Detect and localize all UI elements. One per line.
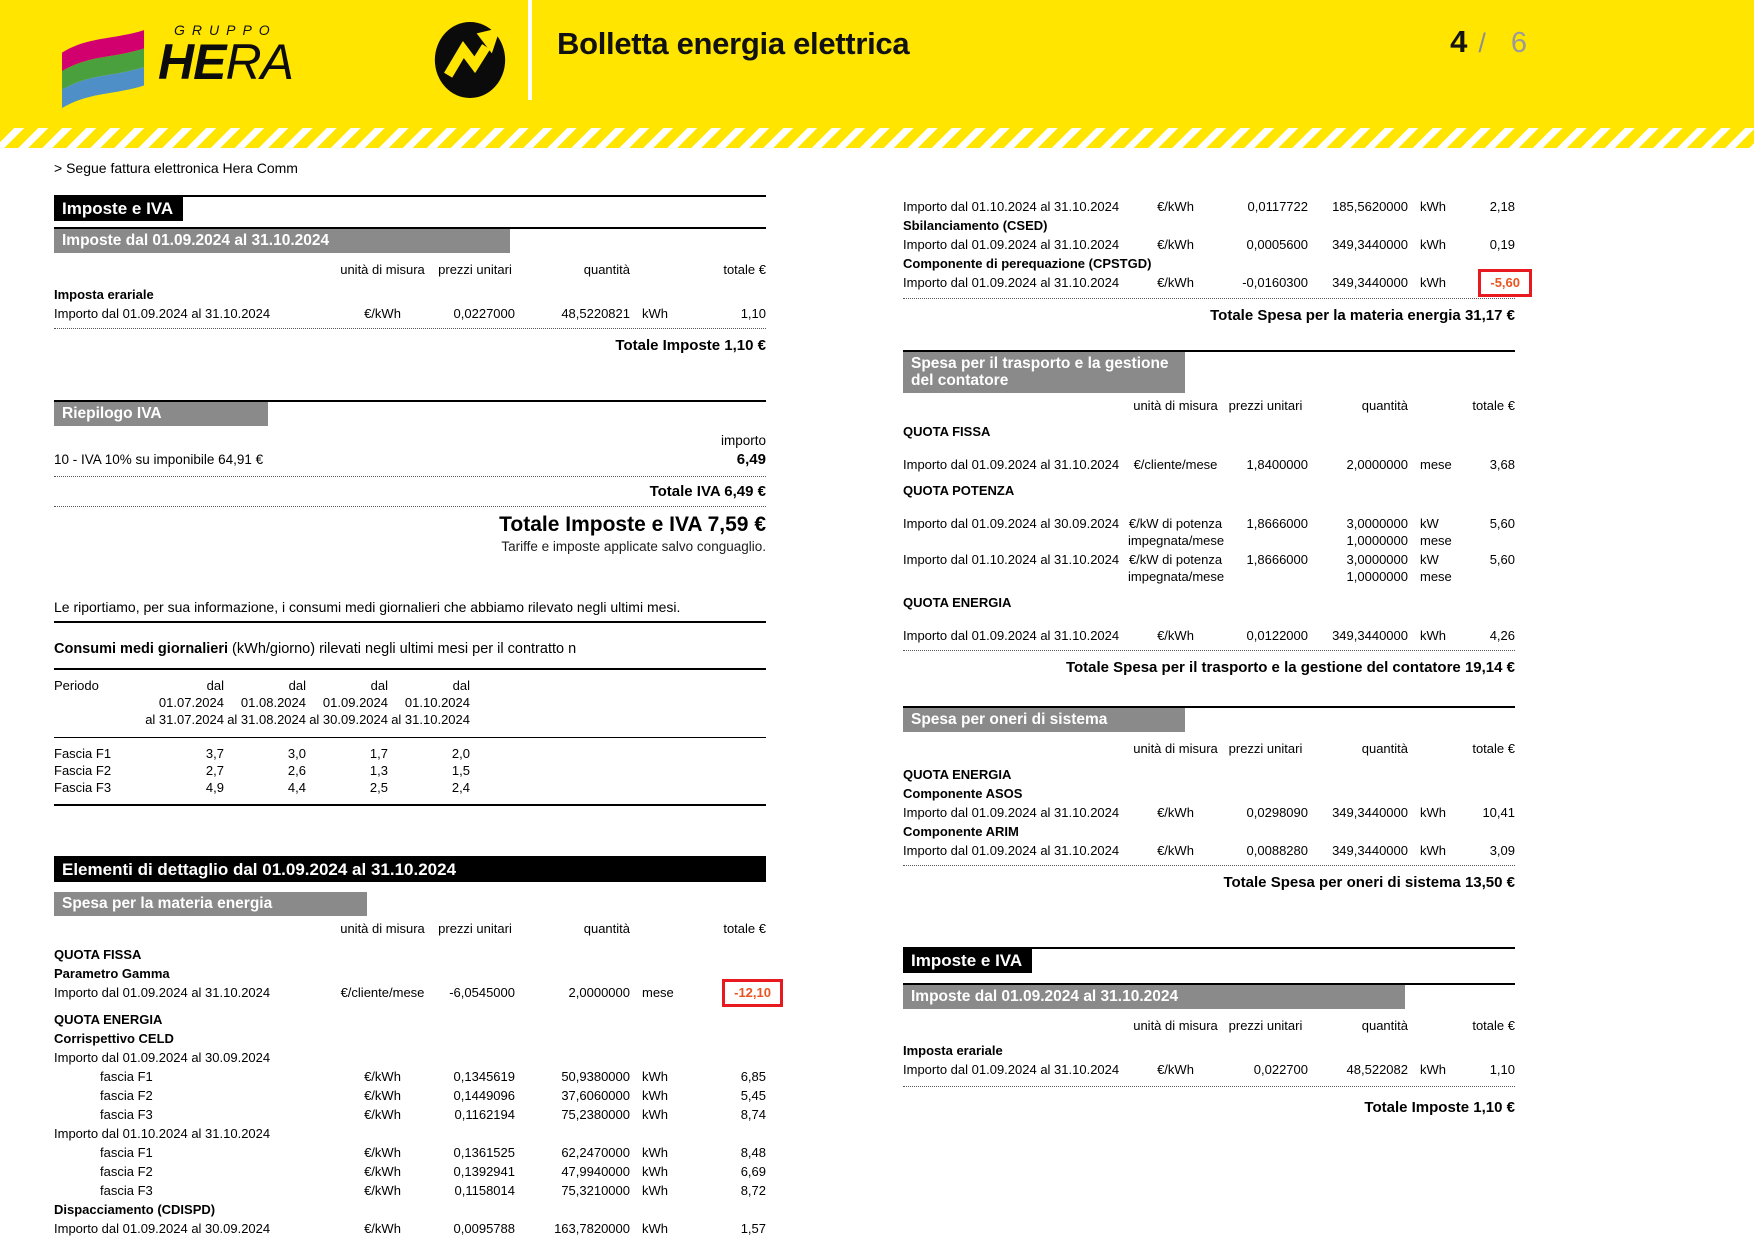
row-uom: kWh xyxy=(642,1088,668,1103)
row-label: Importo dal 01.09.2024 al 31.10.2024 xyxy=(54,985,271,1000)
table-row xyxy=(54,946,766,963)
row-label: Importo dal 01.09.2024 al 31.10.2024 xyxy=(903,237,1120,252)
row-total: 1,10 xyxy=(1489,1062,1515,1077)
total-imposte: Totale Imposte 1,10 € xyxy=(615,337,766,354)
table-row xyxy=(54,305,766,322)
row-unit: €/kWh xyxy=(1157,628,1194,643)
page-total: 6 xyxy=(1510,27,1527,59)
period-label: Periodo xyxy=(54,678,99,693)
table-row xyxy=(903,515,1515,549)
row-unit: €/kWh xyxy=(1157,843,1194,858)
col-header-qty: quantità xyxy=(583,921,630,936)
table-row xyxy=(903,423,1515,440)
iva-summary-row xyxy=(54,432,766,468)
row-unit: €/kWh xyxy=(364,1183,401,1198)
consumi-row xyxy=(54,745,766,762)
row-total xyxy=(680,984,771,1002)
row-total: 1,10 xyxy=(740,306,766,321)
imposte-table xyxy=(54,286,766,322)
row-price: 0,1158014 xyxy=(454,1183,515,1198)
table-row xyxy=(54,1163,766,1180)
row-uom: kWh xyxy=(642,1107,668,1122)
col-header-price: prezzi unitari xyxy=(438,921,512,936)
consumption-value: 1,5 xyxy=(451,763,470,778)
row-label: Importo dal 01.09.2024 al 31.10.2024 xyxy=(54,306,271,321)
row-unit: €/kWh xyxy=(364,1145,401,1160)
row-label: Importo dal 01.09.2024 al 31.10.2024 xyxy=(903,843,1120,858)
oneri-table xyxy=(903,766,1515,859)
row-label: Importo dal 01.10.2024 al 31.10.2024 xyxy=(903,552,1120,567)
row-price: 0,0298090 xyxy=(1246,805,1308,820)
total-trasporto: Totale Spesa per il trasporto e la gestione del contatore 19,14 € xyxy=(1065,659,1515,676)
total-imposte-right: Totale Imposte 1,10 € xyxy=(1364,1099,1515,1116)
hera-wordmark xyxy=(152,14,293,90)
row-label: Importo dal 01.09.2024 al 31.10.2024 xyxy=(903,275,1120,290)
dotted-divider xyxy=(54,328,766,329)
subsection-imposte-period xyxy=(54,227,766,253)
row-label: Importo dal 01.09.2024 al 31.10.2024 xyxy=(903,628,1120,643)
row-total: 8,48 xyxy=(740,1145,766,1160)
importo-value: 6,49 xyxy=(736,451,766,468)
consumi-body xyxy=(54,738,766,806)
col-header-qty: quantità xyxy=(1361,398,1408,413)
row-price: 0,1392941 xyxy=(453,1164,515,1179)
table-row xyxy=(54,1087,766,1104)
column-headers xyxy=(903,1017,1515,1034)
row-label: Importo dal 01.09.2024 al 31.10.2024 xyxy=(903,457,1120,472)
row-label: Corrispettivo CELD xyxy=(54,1031,174,1046)
row-quantity: 47,9940000 xyxy=(561,1164,630,1179)
row-label: Componente di perequazione (CPSTGD) xyxy=(903,256,1152,271)
col-header-unit: unità di misura xyxy=(340,921,425,936)
row-label: fascia F1 xyxy=(100,1069,153,1084)
iva-detail: 10 - IVA 10% su imponibile 64,91 € xyxy=(54,452,264,467)
col-header-total: totale € xyxy=(1472,741,1515,756)
row-price: 0,0005600 xyxy=(1246,237,1308,252)
row-price: 1,8666000 xyxy=(1246,552,1308,567)
consumption-value: 1,3 xyxy=(369,763,388,778)
row-price: 0,0088280 xyxy=(1246,843,1308,858)
alert-value-box: -5,60 xyxy=(1478,269,1532,297)
materia-continuation-table xyxy=(903,198,1520,292)
total-imposte-e-iva: Totale Imposte e IVA 7,59 € xyxy=(499,513,766,536)
row-label: QUOTA ENERGIA xyxy=(903,595,1012,610)
section-trasporto xyxy=(903,350,1515,393)
period-header: dal 01.07.2024 al 31.07.2024 xyxy=(145,678,224,727)
subsection-imposte-period-right xyxy=(903,983,1515,1009)
header-divider xyxy=(528,0,532,100)
table-row xyxy=(903,823,1515,840)
consumi-table xyxy=(54,668,766,806)
spacer xyxy=(470,762,766,779)
dotted-divider xyxy=(903,1086,1515,1087)
row-label: Imposta erariale xyxy=(903,1043,1003,1058)
table-row xyxy=(903,456,1515,473)
consumption-value: 2,4 xyxy=(451,780,470,795)
table-row xyxy=(54,286,766,303)
row-unit: €/kWh xyxy=(1157,805,1194,820)
row-label: Sbilanciamento (CSED) xyxy=(903,218,1048,233)
row-quantity: 75,3210000 xyxy=(561,1183,630,1198)
row-price: -6,0545000 xyxy=(449,985,515,1000)
consumi-header-row xyxy=(54,670,766,738)
row-unit: €/kWh xyxy=(364,1221,401,1236)
dotted-divider xyxy=(54,506,766,507)
column-headers xyxy=(903,740,1515,757)
row-label: QUOTA FISSA xyxy=(54,947,142,962)
row-price: 0,1345619 xyxy=(453,1069,515,1084)
row-unit: €/cliente/mese xyxy=(340,985,425,1000)
row-label: Imposta erariale xyxy=(54,287,154,302)
hera-brand-text: HERA xyxy=(158,34,293,90)
table-row xyxy=(903,198,1515,215)
row-quantity: 163,7820000 xyxy=(554,1221,630,1236)
row-label: fascia F2 xyxy=(100,1164,153,1179)
row-label: Dispacciamento (CDISPD) xyxy=(54,1202,216,1217)
row-quantity: 3,0000000 1,0000000 xyxy=(1346,516,1408,548)
row-quantity: 50,9380000 xyxy=(561,1069,630,1084)
table-row xyxy=(54,1201,766,1218)
table-row xyxy=(903,1061,1515,1078)
table-row xyxy=(903,766,1515,783)
row-label: Importo dal 01.09.2024 al 31.10.2024 xyxy=(903,805,1120,820)
section-title: Elementi di dettaglio dal 01.09.2024 al 31.10.2024 xyxy=(54,858,766,882)
row-uom: kWh xyxy=(1420,199,1446,214)
table-row xyxy=(54,965,766,982)
row-label: QUOTA FISSA xyxy=(903,424,991,439)
row-uom: kW mese xyxy=(1420,516,1452,548)
col-header-total: totale € xyxy=(1472,1018,1515,1033)
row-unit: €/kWh xyxy=(364,1088,401,1103)
consumption-value: 2,6 xyxy=(287,763,306,778)
row-label: fascia F2 xyxy=(100,1088,153,1103)
row-label: Componente ASOS xyxy=(903,786,1023,801)
row-label: Importo dal 01.10.2024 al 31.10.2024 xyxy=(903,199,1120,214)
row-price: 0,1162194 xyxy=(454,1107,515,1122)
row-label: Importo dal 01.09.2024 al 31.10.2024 xyxy=(903,1062,1120,1077)
row-unit: €/kWh xyxy=(1157,237,1194,252)
consumi-row xyxy=(54,779,766,796)
row-quantity: 349,3440000 xyxy=(1332,843,1408,858)
row-price: 0,0117722 xyxy=(1247,199,1308,214)
continuation-note: > Segue fattura elettronica Hera Comm xyxy=(54,160,298,176)
row-unit: €/cliente/mese xyxy=(1133,457,1218,472)
consumption-value: 2,5 xyxy=(369,780,388,795)
row-total: 6,69 xyxy=(740,1164,766,1179)
spacer xyxy=(470,779,766,796)
table-row xyxy=(54,1144,766,1161)
row-unit: €/kW di potenza impegnata/mese xyxy=(1128,552,1225,584)
fascia-label: Fascia F2 xyxy=(54,763,112,778)
table-row xyxy=(903,274,1520,292)
consumption-value: 3,7 xyxy=(205,746,224,761)
row-label: Importo dal 01.09.2024 al 30.09.2024 xyxy=(903,516,1120,531)
table-row xyxy=(903,255,1515,272)
dotted-divider xyxy=(903,865,1515,866)
section-title: Spesa per la materia energia xyxy=(54,892,367,916)
col-header-total: totale € xyxy=(723,262,766,277)
gruppo-label: GRUPPO xyxy=(174,22,277,38)
row-total: 0,19 xyxy=(1489,237,1515,252)
total-iva: Totale IVA 6,49 € xyxy=(649,483,766,500)
col-header-total: totale € xyxy=(1472,398,1515,413)
imposte-right-table xyxy=(903,1042,1515,1078)
row-quantity: 2,0000000 xyxy=(568,985,630,1000)
table-row xyxy=(54,1182,766,1199)
row-uom: kW mese xyxy=(1420,552,1452,584)
spacer xyxy=(470,745,766,762)
table-row xyxy=(54,1106,766,1123)
row-label: QUOTA ENERGIA xyxy=(903,767,1012,782)
row-unit: €/kWh xyxy=(1157,199,1194,214)
dotted-divider xyxy=(903,298,1515,299)
row-unit: €/kWh xyxy=(364,1107,401,1122)
row-price: 0,1449096 xyxy=(453,1088,515,1103)
total-oneri: Totale Spesa per oneri di sistema 13,50 € xyxy=(1223,874,1515,891)
row-total: 8,72 xyxy=(740,1183,766,1198)
row-uom: mese xyxy=(642,985,674,1000)
table-row xyxy=(903,842,1515,859)
row-label: fascia F3 xyxy=(100,1107,153,1122)
table-row xyxy=(903,236,1515,253)
row-total: 6,85 xyxy=(740,1069,766,1084)
row-label: fascia F1 xyxy=(100,1145,153,1160)
table-row xyxy=(54,1220,766,1237)
row-quantity: 48,5220821 xyxy=(561,306,630,321)
table-row xyxy=(903,217,1515,234)
period-header: dal 01.09.2024 al 30.09.2024 xyxy=(309,678,388,727)
col-header-unit: unità di misura xyxy=(340,262,425,277)
row-price: 0,0122000 xyxy=(1246,628,1308,643)
trending-arrow-icon xyxy=(432,20,508,100)
section-title: Imposte e IVA xyxy=(903,949,1032,973)
table-row xyxy=(903,785,1515,802)
fascia-label: Fascia F1 xyxy=(54,746,112,761)
table-row xyxy=(903,482,1515,499)
page-title: Bolletta energia elettrica xyxy=(557,26,910,61)
table-row xyxy=(54,1125,766,1142)
column-headers xyxy=(54,261,766,278)
table-row xyxy=(903,804,1515,821)
left-column xyxy=(54,150,771,1237)
row-price: 0,0227000 xyxy=(453,306,515,321)
row-unit: €/kW di potenza impegnata/mese xyxy=(1128,516,1225,548)
period-header: dal 01.10.2024 al 31.10.2024 xyxy=(391,678,470,727)
row-uom: kWh xyxy=(1420,1062,1446,1077)
row-price: 1,8666000 xyxy=(1246,516,1308,531)
table-row xyxy=(903,594,1515,611)
row-label: fascia F3 xyxy=(100,1183,153,1198)
subsection-title: Imposte dal 01.09.2024 al 31.10.2024 xyxy=(903,985,1405,1009)
section-title: Imposte e IVA xyxy=(54,197,183,221)
section-riepilogo-iva xyxy=(54,400,766,426)
row-unit: €/kWh xyxy=(364,306,401,321)
col-header-qty: quantità xyxy=(1361,1018,1408,1033)
table-row xyxy=(54,1011,766,1028)
col-header-unit: unità di misura xyxy=(1133,741,1218,756)
column-headers xyxy=(903,397,1515,414)
row-uom: kWh xyxy=(1420,843,1446,858)
row-price: -0,0160300 xyxy=(1242,275,1308,290)
row-uom: kWh xyxy=(1420,237,1446,252)
row-label: Componente ARIM xyxy=(903,824,1019,839)
section-title: Spesa per oneri di sistema xyxy=(903,708,1185,732)
col-header-unit: unità di misura xyxy=(1133,398,1218,413)
row-total xyxy=(1456,274,1520,292)
row-unit: €/kWh xyxy=(364,1069,401,1084)
row-quantity: 349,3440000 xyxy=(1332,275,1408,290)
dotted-divider xyxy=(903,650,1515,651)
page-separator: / xyxy=(1478,28,1486,58)
hera-flag-icon xyxy=(54,26,150,108)
consumi-title: Consumi medi giornalieri (kWh/giorno) rilevati negli ultimi mesi per il contratto n xyxy=(54,641,577,657)
row-total: 3,68 xyxy=(1489,457,1515,472)
col-header-qty: quantità xyxy=(1361,741,1408,756)
consumption-value: 2,7 xyxy=(205,763,224,778)
col-header-price: prezzi unitari xyxy=(1228,1018,1303,1033)
row-quantity: 349,3440000 xyxy=(1332,237,1408,252)
row-total: 5,60 xyxy=(1489,552,1515,567)
row-uom: kWh xyxy=(1420,805,1446,820)
section-elementi-dettaglio xyxy=(54,856,766,882)
stripe-band xyxy=(0,128,1754,148)
row-total: 2,18 xyxy=(1489,199,1515,214)
subsection-title: Imposte dal 01.09.2024 al 31.10.2024 xyxy=(54,229,510,253)
row-uom: kWh xyxy=(642,1145,668,1160)
row-label: Importo dal 01.10.2024 al 31.10.2024 xyxy=(54,1126,271,1141)
col-header-price: prezzi unitari xyxy=(1228,741,1303,756)
consumi-intro: Le riportiamo, per sua informazione, i consumi medi giornalieri che abbiamo rilevato negli ultimi mesi. xyxy=(54,599,766,623)
row-total: 5,60 xyxy=(1489,516,1515,531)
column-headers xyxy=(54,920,766,937)
col-header-price: prezzi unitari xyxy=(1228,398,1303,413)
trasporto-table xyxy=(903,423,1515,644)
row-price: 0,1361525 xyxy=(453,1145,515,1160)
dotted-divider xyxy=(54,476,766,477)
row-total: 8,74 xyxy=(740,1107,766,1122)
row-quantity: 3,0000000 1,0000000 xyxy=(1346,552,1408,584)
page-current: 4 xyxy=(1450,24,1468,59)
total-materia-energia: Totale Spesa per la materia energia 31,17 € xyxy=(1210,307,1515,324)
row-uom: kWh xyxy=(642,1164,668,1179)
row-unit: €/kWh xyxy=(364,1164,401,1179)
row-quantity: 185,5620000 xyxy=(1332,199,1408,214)
row-price: 0,022700 xyxy=(1253,1062,1308,1077)
fascia-label: Fascia F3 xyxy=(54,780,112,795)
row-total: 5,45 xyxy=(740,1088,766,1103)
alert-value-box: -12,10 xyxy=(722,979,783,1007)
row-uom: kWh xyxy=(642,1183,668,1198)
row-uom: kWh xyxy=(1420,275,1446,290)
materia-energia-table xyxy=(54,946,771,1237)
row-uom: kWh xyxy=(642,1221,668,1236)
col-header-unit: unità di misura xyxy=(1133,1018,1218,1033)
row-label: QUOTA POTENZA xyxy=(903,483,1015,498)
spacer xyxy=(470,677,766,728)
row-quantity: 349,3440000 xyxy=(1332,805,1408,820)
row-uom: kWh xyxy=(642,1069,668,1084)
table-row xyxy=(903,1042,1515,1059)
section-title: Spesa per il trasporto e la gestione del contatore xyxy=(903,352,1185,393)
hera-logo xyxy=(54,14,293,108)
page-header xyxy=(0,0,1754,148)
section-imposte-iva-right xyxy=(903,947,1515,973)
row-total: 3,09 xyxy=(1489,843,1515,858)
row-label: Importo dal 01.09.2024 al 30.09.2024 xyxy=(54,1050,271,1065)
col-header-qty: quantità xyxy=(583,262,630,277)
consumption-value: 1,7 xyxy=(369,746,388,761)
section-title: Riepilogo IVA xyxy=(54,402,268,426)
row-quantity: 37,6060000 xyxy=(561,1088,630,1103)
row-quantity: 349,3440000 xyxy=(1332,628,1408,643)
col-header-price: prezzi unitari xyxy=(438,262,512,277)
table-row xyxy=(903,627,1515,644)
section-oneri xyxy=(903,706,1515,732)
row-uom: kWh xyxy=(1420,628,1446,643)
iva-importo xyxy=(721,432,766,468)
period-header: dal 01.08.2024 al 31.08.2024 xyxy=(227,678,306,727)
consumption-value: 4,4 xyxy=(287,780,306,795)
importo-label: importo xyxy=(720,433,766,448)
section-materia-energia xyxy=(54,892,766,916)
section-imposte-iva xyxy=(54,195,766,221)
table-row xyxy=(54,1030,766,1047)
row-price: 0,0095788 xyxy=(453,1221,515,1236)
col-header-total: totale € xyxy=(723,921,766,936)
table-row xyxy=(54,1068,766,1085)
row-total: 1,57 xyxy=(740,1221,766,1236)
right-column xyxy=(903,150,1520,1116)
row-uom: mese xyxy=(1420,457,1452,472)
consumption-value: 4,9 xyxy=(205,780,224,795)
row-unit: €/kWh xyxy=(1157,275,1194,290)
consumi-row xyxy=(54,762,766,779)
table-row xyxy=(54,984,771,1002)
page-number xyxy=(1450,24,1527,60)
row-unit: €/kWh xyxy=(1157,1062,1194,1077)
row-total: 4,26 xyxy=(1489,628,1515,643)
row-quantity: 75,2380000 xyxy=(561,1107,630,1122)
consumption-value: 2,0 xyxy=(451,746,470,761)
row-quantity: 2,0000000 xyxy=(1346,457,1408,472)
row-quantity: 62,2470000 xyxy=(561,1145,630,1160)
row-price: 1,8400000 xyxy=(1246,457,1308,472)
row-label: Parametro Gamma xyxy=(54,966,170,981)
row-quantity: 48,522082 xyxy=(1346,1062,1408,1077)
table-row xyxy=(903,551,1515,585)
table-row xyxy=(54,1049,766,1066)
consumption-value: 3,0 xyxy=(287,746,306,761)
row-label: QUOTA ENERGIA xyxy=(54,1012,163,1027)
row-uom: kWh xyxy=(642,306,668,321)
row-label: Importo dal 01.09.2024 al 30.09.2024 xyxy=(54,1221,271,1236)
conguaglio-tagline: Tariffe e imposte applicate salvo conguaglio. xyxy=(501,539,766,554)
row-total: 10,41 xyxy=(1482,805,1515,820)
